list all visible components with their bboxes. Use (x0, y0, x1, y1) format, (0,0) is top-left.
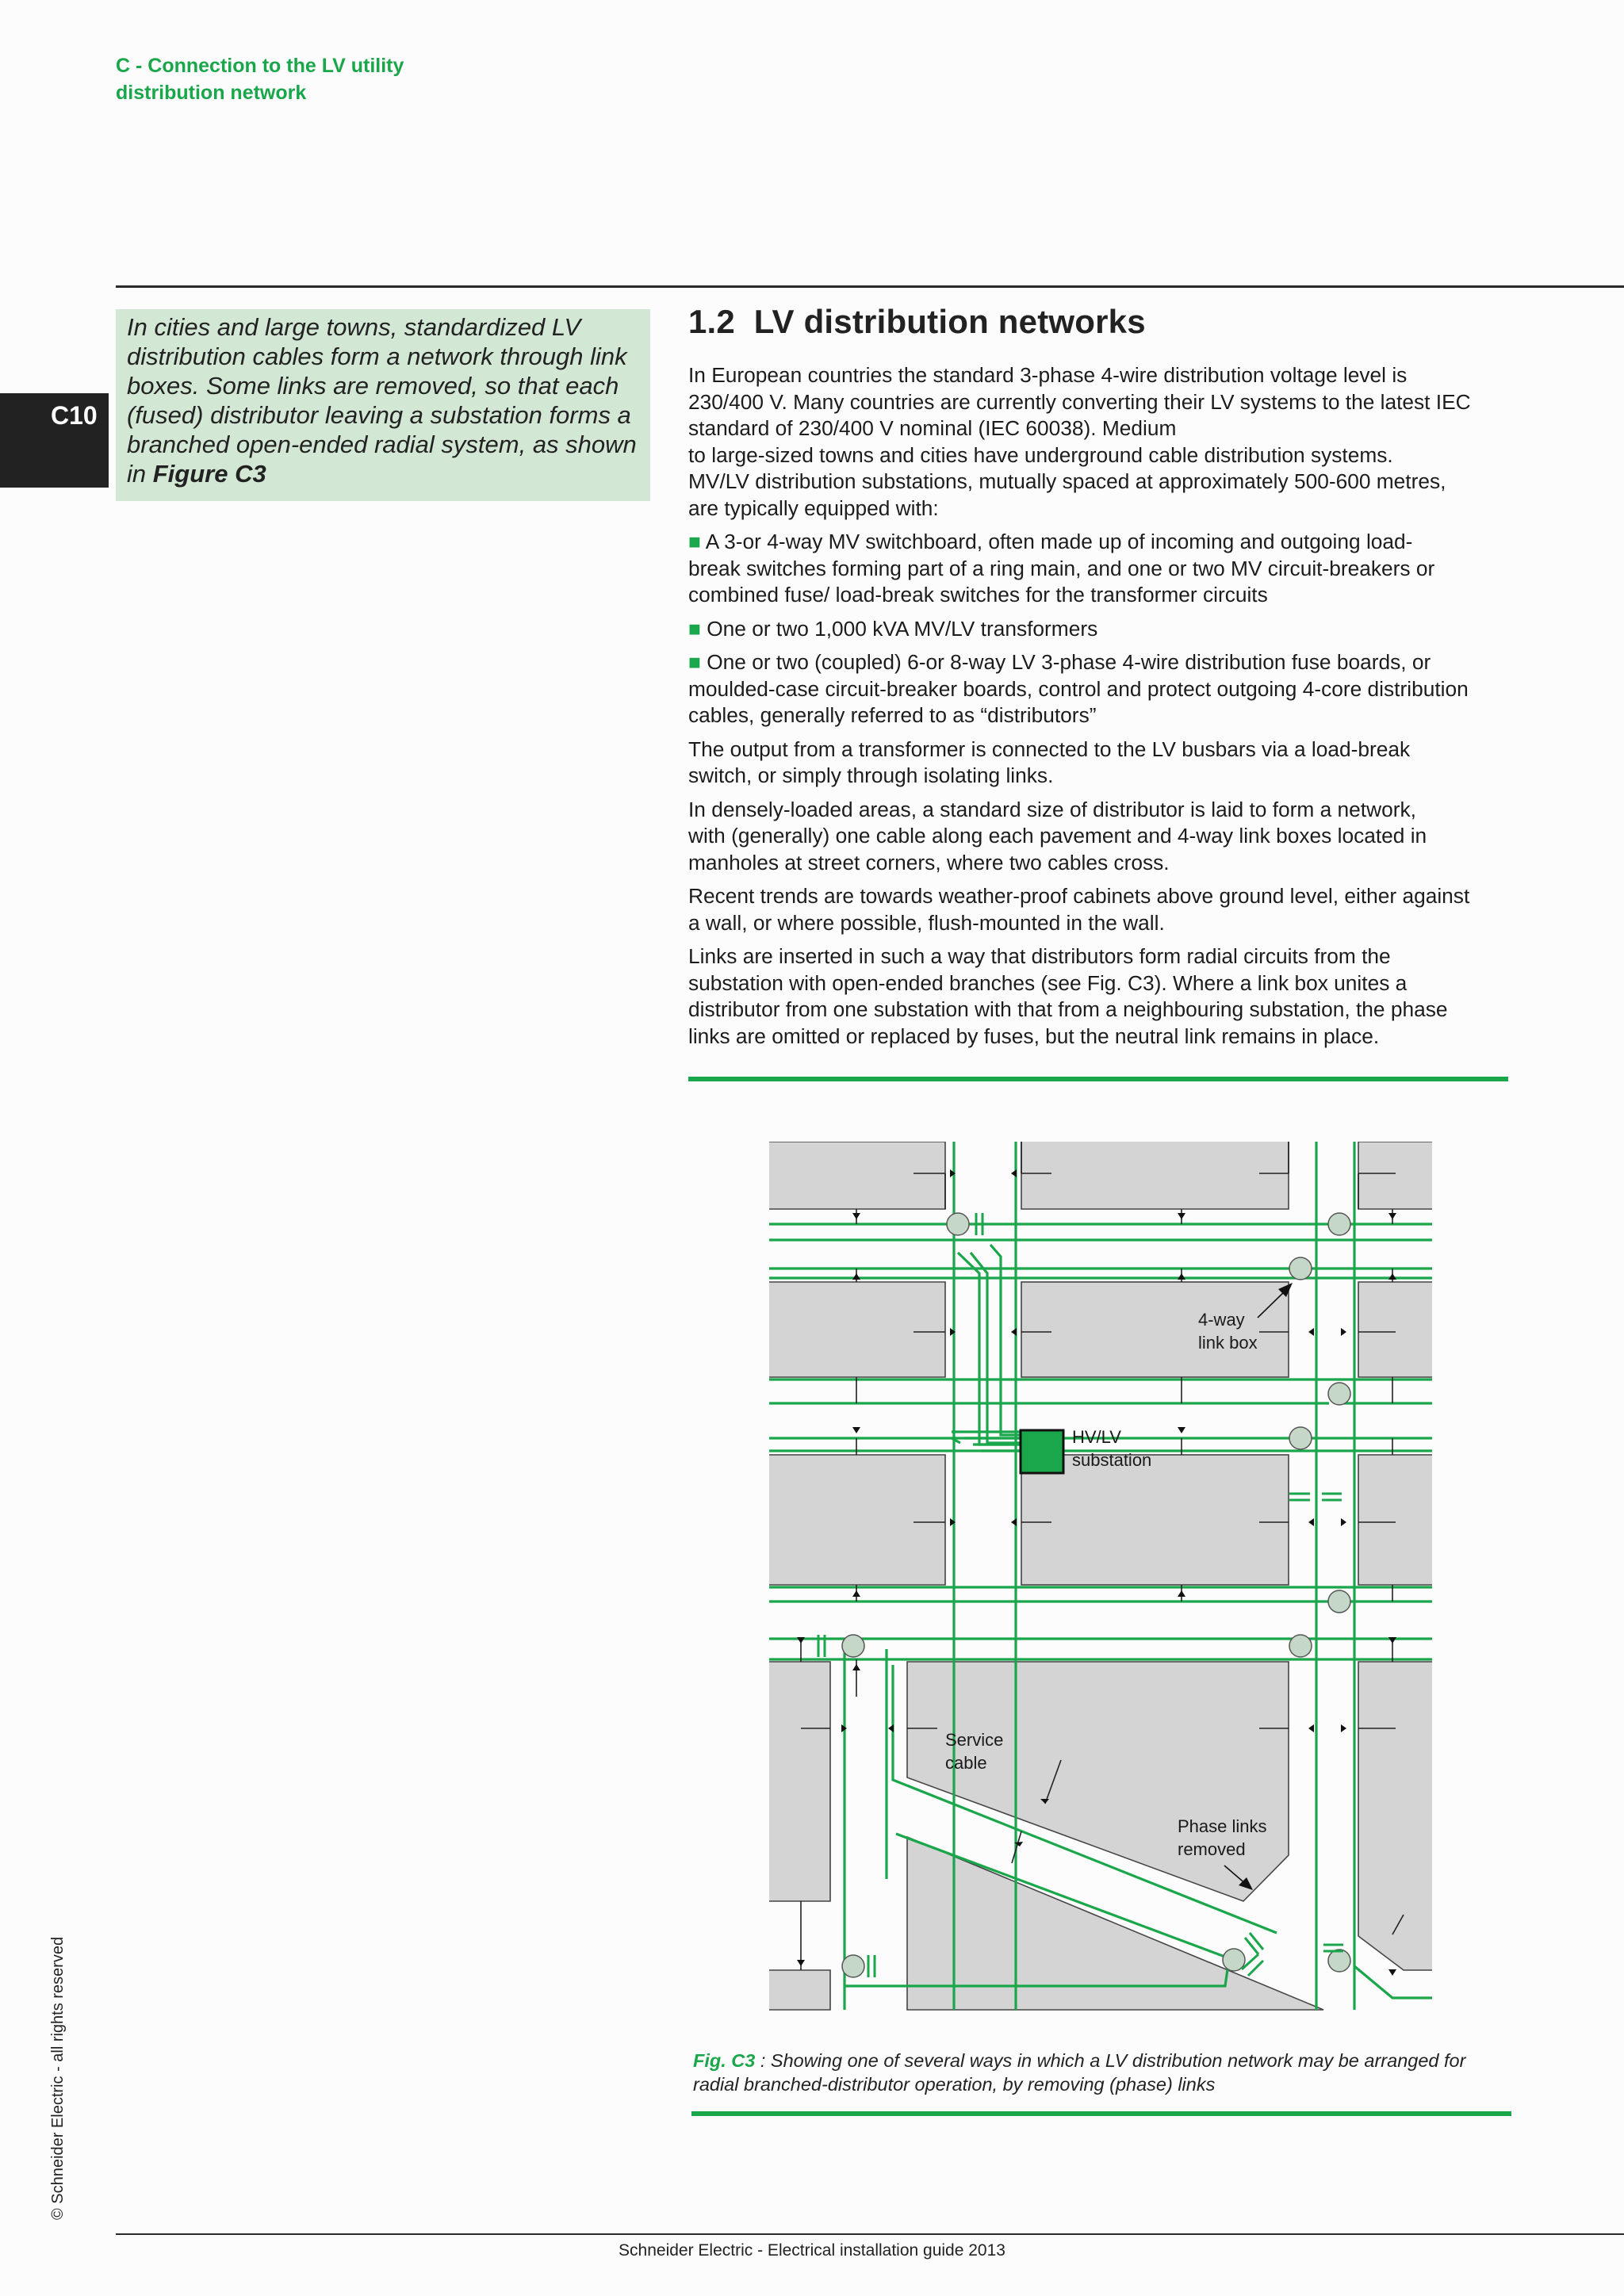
link-box-icon (1223, 1949, 1245, 1971)
text-line: links are omitted or replaced by fuses, but the neutral link remains in place. (688, 1024, 1380, 1048)
city-block (1021, 1142, 1289, 1209)
text-line: One or two (coupled) 6-or 8-way LV 3-phase 4-wire distribution fuse boards, or (707, 650, 1431, 674)
city-block (1358, 1142, 1432, 1209)
page-number: C10 (51, 401, 98, 430)
city-block (769, 1662, 830, 1901)
section-heading: LV distribution networks (753, 303, 1146, 340)
paragraph-intro (688, 362, 1521, 522)
header-divider (116, 285, 1624, 288)
paragraph-output (688, 737, 1521, 790)
section-title (688, 303, 1146, 341)
city-block (1021, 1455, 1289, 1585)
text-line: combined fuse/ load-break switches for the transformer circuits (688, 583, 1268, 607)
city-block (1358, 1455, 1432, 1585)
text-line: break switches forming part of a ring main, and one or two MV circuit-breakers or (688, 556, 1435, 580)
text-line: In European countries the standard 3-phase 4-wire distribution voltage level is (688, 363, 1408, 387)
text-line: standard of 230/400 V nominal (IEC 60038). Medium (688, 416, 1177, 440)
city-block (769, 1455, 945, 1585)
bullet-fuse-boards (688, 649, 1521, 729)
running-header-line-2: distribution network (116, 82, 307, 104)
city-block (1021, 1282, 1289, 1377)
label-phase-links: Phase links removed (1178, 1816, 1267, 1859)
link-box-icon (1328, 1590, 1350, 1613)
text-line: Recent trends are towards weather-proof cabinets above ground level, either against (688, 884, 1470, 908)
substation-icon (1021, 1430, 1063, 1473)
figure-caption (693, 2049, 1510, 2096)
bullet-square-icon: ■ (688, 616, 701, 641)
text-line: In densely-loaded areas, a standard size of distributor is laid to form a network, (688, 797, 1416, 821)
figure-top-rule (688, 1077, 1508, 1081)
footer-divider (116, 2233, 1624, 2235)
text-line: Links are inserted in such a way that distributors form radial circuits from the (688, 944, 1391, 968)
bullet-transformers (688, 616, 1521, 643)
bullet-mv-switchboard (688, 529, 1521, 609)
label-service-cable: Service cable (945, 1730, 1004, 1773)
text-line: with (generally) one cable along each pavement and 4-way link boxes located in (688, 824, 1427, 848)
link-box-icon (1328, 1213, 1350, 1235)
text-line: distributor from one substation with that from a neighbouring substation, the phase (688, 997, 1448, 1021)
text-line: cables, generally referred to as “distributors” (688, 703, 1097, 727)
link-box-icon (1289, 1427, 1312, 1449)
text-line: The output from a transformer is connected to the LV busbars via a load-break (688, 737, 1411, 761)
city-block (769, 1970, 830, 2010)
bullet-square-icon: ■ (688, 530, 701, 553)
page-footer: Schneider Electric - Electrical installation guide 2013 (619, 2241, 1005, 2260)
copyright-notice: © Schneider Electric - all rights reserved (49, 1936, 67, 2220)
text-line: moulded-case circuit-breaker boards, control and protect outgoing 4-core distribution (688, 676, 1469, 701)
text-line: One or two 1,000 kVA MV/LV transformers (707, 616, 1098, 641)
text-line: to large-sized towns and cities have underground cable distribution systems. (688, 442, 1393, 467)
label-link-box: 4-way link box (1198, 1310, 1258, 1353)
text-line: 230/400 V. Many countries are currently converting their LV systems to the latest IEC (688, 389, 1471, 414)
city-block (1358, 1282, 1432, 1377)
link-box-icon (1289, 1635, 1312, 1657)
paragraph-links (688, 943, 1521, 1050)
bullet-square-icon: ■ (688, 650, 701, 674)
text-line: are typically equipped with: (688, 496, 939, 520)
paragraph-dense-areas (688, 797, 1521, 877)
city-block (1358, 1662, 1432, 1970)
section-number: 1.2 (688, 303, 735, 340)
link-box-icon (1328, 1950, 1350, 1972)
link-box-icon (947, 1213, 969, 1235)
link-box-icon (1328, 1383, 1350, 1405)
lv-network-diagram (769, 1142, 1432, 2015)
text-line: switch, or simply through isolating links. (688, 763, 1054, 787)
running-header-line-1: C - Connection to the LV utility (116, 55, 404, 77)
link-box-icon (842, 1955, 864, 1977)
caption-text-line-2: radial branched-distributor operation, by removing (phase) links (693, 2074, 1216, 2095)
text-line: a wall, or where possible, flush-mounted in the wall. (688, 910, 1165, 935)
text-line: A 3-or 4-way MV switchboard, often made up of incoming and outgoing load- (705, 530, 1413, 553)
paragraph-recent-trends (688, 883, 1521, 936)
sidebar-figure-ref: Figure C3 (152, 460, 266, 488)
body-text (688, 362, 1521, 1057)
running-header (116, 52, 592, 106)
city-block (769, 1282, 945, 1377)
city-blocks (769, 1142, 1432, 2010)
sidebar-summary (116, 309, 650, 501)
text-line: manholes at street corners, where two cables cross. (688, 850, 1170, 874)
caption-text: : Showing one of several ways in which a LV distribution network may be arranged for (755, 2050, 1466, 2071)
caption-figure-label: Fig. C3 (693, 2050, 756, 2071)
link-box-icon (1289, 1257, 1312, 1280)
link-box-icon (842, 1635, 864, 1657)
text-line: MV/LV distribution substations, mutually spaced at approximately 500-600 metres, (688, 469, 1446, 493)
figure-bottom-rule (691, 2111, 1511, 2116)
label-substation: HV/LV substation (1072, 1427, 1152, 1470)
city-block (769, 1142, 945, 1209)
text-line: substation with open-ended branches (see Fig. C3). Where a link box unites a (688, 970, 1408, 995)
sidebar-summary-text: In cities and large towns, standardized LV distribution cables form a network through link boxes. Some links are removed, so that each (fused) distributor leaving a substation forms a branched open-ended radial system, as shown in (127, 313, 637, 488)
